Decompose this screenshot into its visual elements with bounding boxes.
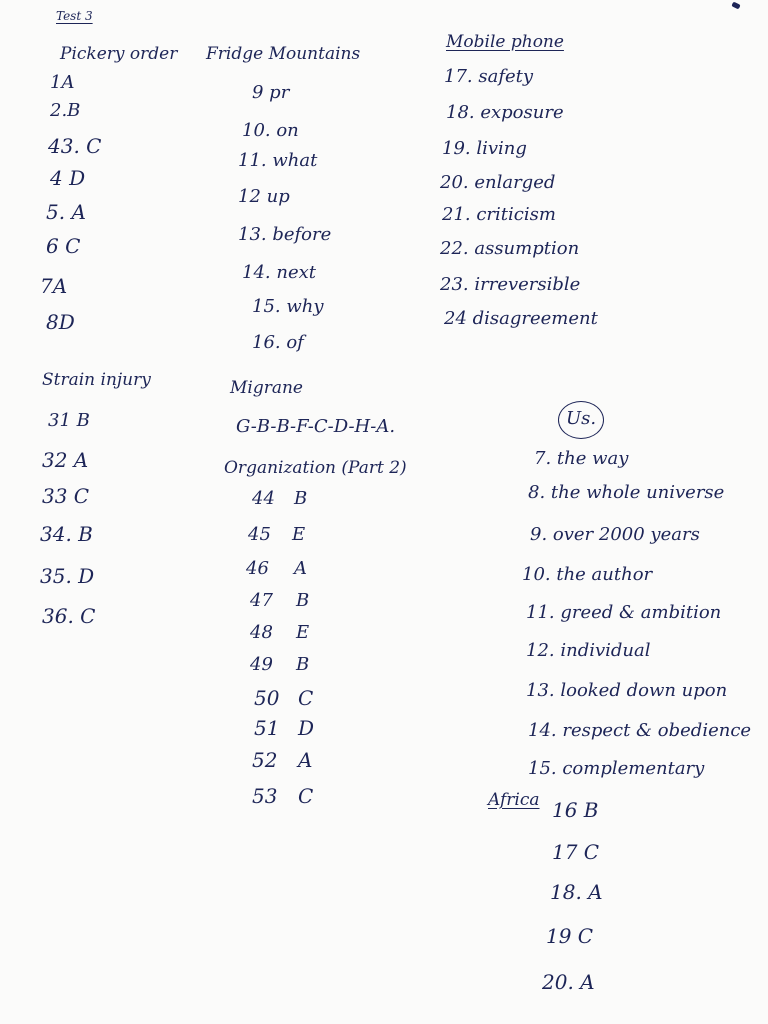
answer-item: 22. assumption bbox=[440, 238, 580, 259]
answer-item: 17. safety bbox=[444, 66, 534, 87]
answer-item: 17 C bbox=[552, 840, 600, 864]
answer-letter: E bbox=[292, 524, 306, 545]
answer-letter: B bbox=[296, 654, 310, 675]
question-number: 46 bbox=[246, 558, 269, 579]
answer-item: 10. on bbox=[242, 120, 299, 141]
answer-item: 15. complementary bbox=[528, 758, 705, 779]
question-number: 49 bbox=[250, 654, 273, 675]
answer-item: 7A bbox=[40, 274, 68, 298]
answer-item: 23. irreversible bbox=[440, 274, 581, 295]
answer-item: 5. A bbox=[46, 200, 86, 224]
answer-item: 20. enlarged bbox=[440, 172, 556, 193]
fridge-mountains-heading: Fridge Mountains bbox=[206, 44, 361, 64]
answer-item: 13. before bbox=[238, 224, 332, 245]
answer-item: 33 C bbox=[42, 484, 90, 508]
answer-letter: C bbox=[298, 784, 314, 808]
answer-item: 18. exposure bbox=[446, 102, 564, 123]
answer-item: 19 C bbox=[546, 924, 594, 948]
mobile-phone-heading: Mobile phone bbox=[446, 32, 564, 52]
answer-item: 34. B bbox=[40, 522, 93, 546]
answer-item: 19. living bbox=[442, 138, 527, 159]
answer-letter: A bbox=[294, 558, 307, 579]
answer-item: 8. the whole universe bbox=[528, 482, 725, 503]
answer-letter: D bbox=[298, 716, 315, 740]
answer-item: 4 D bbox=[50, 166, 86, 190]
answer-letter: B bbox=[296, 590, 310, 611]
answer-item: 8D bbox=[46, 310, 75, 334]
pen-mark bbox=[731, 2, 740, 10]
pickery-order-heading: Pickery order bbox=[60, 44, 178, 64]
africa-heading: Africa bbox=[488, 790, 540, 810]
us-heading: Us. bbox=[566, 408, 597, 429]
question-number: 50 bbox=[254, 686, 280, 710]
migraine-sequence: G-B-B-F-C-D-H-A. bbox=[236, 416, 396, 437]
organization-heading: Organization (Part 2) bbox=[224, 458, 407, 478]
question-number: 45 bbox=[248, 524, 271, 545]
question-number: 51 bbox=[254, 716, 280, 740]
answer-item: 1A bbox=[50, 72, 75, 93]
answer-letter: E bbox=[296, 622, 310, 643]
answer-item: 20. A bbox=[542, 970, 595, 994]
question-number: 44 bbox=[252, 488, 275, 509]
answer-item: 13. looked down upon bbox=[526, 680, 728, 701]
answer-item: 36. C bbox=[42, 604, 96, 628]
answer-item: 15. why bbox=[252, 296, 324, 317]
answer-item: 32 A bbox=[42, 448, 89, 472]
answer-item: 35. D bbox=[40, 564, 95, 588]
answer-item: 14. next bbox=[242, 262, 316, 283]
answer-item: 24 disagreement bbox=[444, 308, 598, 329]
strain-injury-heading: Strain injury bbox=[42, 370, 151, 390]
answer-item: 43. C bbox=[48, 134, 102, 158]
answer-item: 6 C bbox=[46, 234, 81, 258]
answer-item: 12. individual bbox=[526, 640, 651, 661]
answer-item: 9. over 2000 years bbox=[530, 524, 700, 545]
answer-item: 18. A bbox=[550, 880, 603, 904]
answer-letter: A bbox=[298, 748, 313, 772]
answer-item: 9 pr bbox=[252, 82, 290, 103]
answer-letter: C bbox=[298, 686, 314, 710]
answer-item: 11. greed & ambition bbox=[526, 602, 722, 623]
question-number: 52 bbox=[252, 748, 278, 772]
test-title: Test 3 bbox=[56, 9, 93, 23]
answer-item: 11. what bbox=[238, 150, 318, 171]
question-number: 48 bbox=[250, 622, 273, 643]
answer-item: 2.B bbox=[50, 100, 81, 121]
question-number: 47 bbox=[250, 590, 273, 611]
answer-item: 12 up bbox=[238, 186, 290, 207]
answer-item: 10. the author bbox=[522, 564, 653, 585]
answer-item: 16 B bbox=[552, 798, 599, 822]
answer-item: 7. the way bbox=[534, 448, 629, 469]
migraine-heading: Migrane bbox=[230, 378, 303, 398]
answer-item: 31 B bbox=[48, 410, 90, 431]
question-number: 53 bbox=[252, 784, 278, 808]
answer-letter: B bbox=[294, 488, 308, 509]
answer-item: 14. respect & obedience bbox=[528, 720, 752, 741]
answer-item: 21. criticism bbox=[442, 204, 556, 225]
answer-item: 16. of bbox=[252, 332, 304, 353]
